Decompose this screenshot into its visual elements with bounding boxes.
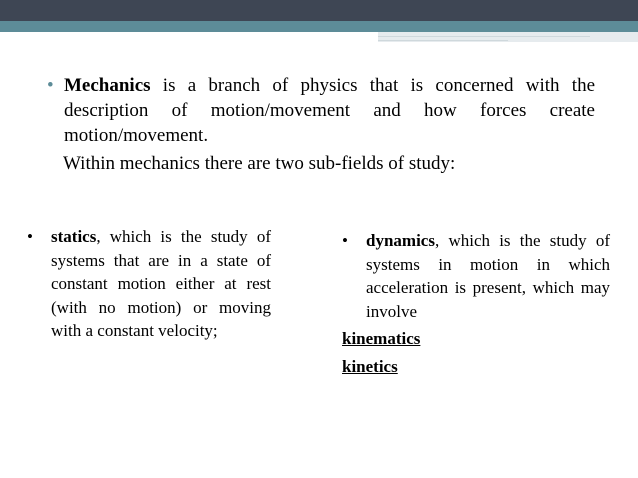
mechanics-term: Mechanics: [64, 75, 151, 96]
kinematics-link[interactable]: kinematics: [342, 329, 421, 348]
intro-text: is a branch of physics that is concerned with the description of motion/movement and how forces create motion/movement.: [64, 75, 595, 146]
header-accent-line: [378, 36, 590, 37]
bullet-dot: •: [342, 231, 348, 250]
dynamics-text: , which is the study of systems in motion in which acceleration is present, which may involve: [366, 231, 610, 321]
statics-bullet: [27, 225, 271, 343]
subfields-line: Within mechanics there are two sub-fields of study:: [63, 153, 456, 174]
dynamics-bullet: [342, 229, 610, 323]
dynamics-term: dynamics: [366, 231, 435, 250]
header-accent-line: [378, 40, 508, 41]
statics-paragraph: [51, 225, 271, 343]
statics-text: , which is the study of systems that are in a state of constant motion either at rest (with no motion) or moving with a constant velocity;: [51, 227, 271, 340]
dynamics-paragraph: [366, 229, 610, 323]
header-banner-teal: [0, 21, 638, 32]
statics-term: statics: [51, 227, 97, 246]
intro-paragraph: [64, 73, 595, 148]
bullet-dot: •: [47, 75, 54, 96]
kinetics-link[interactable]: kinetics: [342, 357, 398, 376]
intro-bullet: [47, 73, 595, 148]
bullet-dot: •: [27, 227, 33, 246]
header-banner-dark: [0, 0, 638, 21]
